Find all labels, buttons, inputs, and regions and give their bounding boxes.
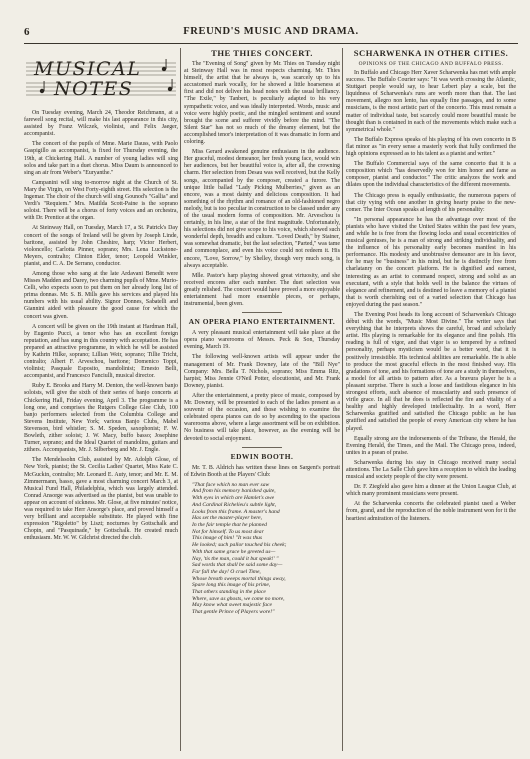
poem-line: Spare long this image of his prime, — [192, 582, 271, 589]
news-paragraph: Among those who sang at the late Ardavani Benedit were Misses Madden and Darey, two charming pupils of Mme. Murio-Celli, who expects soon to put them on her already long list of prima donnas. Mr. S. B. Mills gave his services and played his numbers with his usual ability. Signor Donnes, Sabatelli and Giannini aided with pleasure the good cause for which the concert was given. — [24, 270, 178, 320]
news-paragraph: Mlle. Pastor's harp playing showed great virtuosity, and she received encores after each number. The duet selection was greatly relished. The concert would have proved a more enjoyable entertainment had more ensemble pieces, or perhaps, instrumental, been given. — [184, 272, 340, 308]
news-paragraph: The concert of the pupils of Mme. Marie Dauss, with Paolo Gaspigillo as accompanist, is fixed for Thursday evening, the 19th, at Chickering Hall. A number of young ladies will sing solos and take part in a duet chorus. Miss Daum is announced to sing an air from Weber's "Euryanthe." — [24, 141, 178, 176]
news-paragraph: After the entertainment, a pretty piece of music, composed by Mr. Downey, will be presented to each of the ladies present as a souvenir of the occasion, and those wishing to examine the celebrated opera pianos can do so by ascending to the spacious warerooms above, where a large assortment will be on exhibition. No business will take place, however, as the evening will be devoted to social enjoyment. — [184, 392, 340, 442]
poem-line: Whose breath sweeps mortal things away, — [192, 575, 286, 582]
thies-concert-body — [184, 61, 340, 308]
musical-notes-body — [24, 110, 178, 542]
column-divider — [180, 48, 181, 751]
news-paragraph: Campanini will sing to-morrow night at the Church of St. Mary the Virgin, on West Forty-eighth street. His selection is the Ingemar. The choir of the church will sing Gounod's "Gallia" and Verdi's "Requiem." Mrs. Matilda Scott-Paine is the soprano soloist. There will be a chorus of forty voices and an orchestra, with Dr. Prentice at the organ. — [24, 179, 178, 222]
musical-notes-logo — [24, 54, 178, 104]
news-paragraph: A very pleasant musical entertainment will take place at the opera piano warerooms of Messrs. Peck & Son, Thursday evening, March 19. — [184, 330, 340, 351]
news-paragraph: The Chicago press is equally enthusiastic, the numerous papers of that city vying with one another in giving hearty praise to the new-comer. The Inter Ocean speaks at length of his personality: — [346, 192, 516, 213]
news-paragraph: Scharwenka during his stay in Chicago received many social attentions. The La Salle Club gave him a reception to which the leading musical and society people of the city were present. — [346, 459, 516, 481]
news-paragraph: Dr. F. Ziegfeld also gave him a dinner at the Union League Club, at which many prominent musicians were present. — [346, 484, 516, 498]
thies-concert-heading: THE THIES CONCERT. — [211, 48, 313, 58]
poem-line: And Cardinal Richelieu's subtle light, — [192, 501, 277, 508]
news-paragraph: A concert will be given on the 19th instant at Hardman Hall, by Eugenio Pucci, a tenor who has an excellent foreign reputation, and has sung in this country with acceptation. He has prepared an attractive programme, in which he will be assisted by Kathrin Hilke, soprano; Lillian Weir, soprano; Tillie Tricht, contralto; Albert F. Arveschou, baritone; Domenico Toppi, violinist; Pasquale Esposito, mandolinist; Ernesto Belli, accompanist, and Francesco Fanciulli, musical director. — [24, 323, 178, 380]
news-paragraph: At Steinway Hall, on Tuesday, March 17, a St. Patrick's Day concert of the songs of Ireland will be given by Joseph Linde, baritone, assisted by John Cheshire, harp; Victor Herbert, violoncello; Carlotta Pinner, soprano; Mrs. Lena Luckstone-Meyers, contralto; Clinton Elder, tenor; Leopold Winkler, pianist, and C. A. De Serrano, conductor. — [24, 225, 178, 267]
edwin-booth-poem — [192, 482, 340, 616]
poem-line: In the fair temple that he planned — [192, 522, 267, 528]
news-paragraph: At the Scharwenka concerts the celebrated pianist used a Weber from, grand, and the reproduction of the noble instrument won for it the heartiest admiration of the listeners. — [346, 501, 516, 522]
opera-piano-heading: AN OPERA PIANO ENTERTAINMENT. — [188, 317, 336, 327]
column-musical-notes — [24, 48, 178, 751]
poem-line: Looks from this frame. A master's hand — [192, 508, 280, 515]
opera-piano-body — [184, 330, 340, 442]
poem-line: This image of him! "It was thus — [192, 535, 263, 542]
news-paragraph: Miss Gerard awakened genuine enthusiasm in the audience. Her graceful, modest demeanor, her fresh young face, would win her audiences, but her beautiful voice is, after all, the crowning charm. Her selection from Desau was well received, but the Kelly songs, accompanied by the composer, created a furore. The unique little ballad "Lady Picking Mulberries," given as an encore, was a most dainty and delicious composition. It had something of the rhythm and romance of an old-fashioned negro melody, but is too peculiar in construction to be classed under any of the usual modern forms of composition. Mr. Arveschou is certainly, in his line, a star of the first magnitude. Unfortunately, his selections did not give scope to his voice, which showed such wonderful depth, breadth and culture. "Loved Death," by Stainer, was somewhat dramatic, but the last selection, "Parted," was tame and commonplace, and even his voice could not redeem it. His encore, "Love, Sorrow," by Shelley, though very much song, is always acceptable. — [184, 149, 340, 269]
logo-word-musical: MUSICAL — [34, 58, 142, 80]
news-paragraph: The "Evening of Song" given by Mr. Thies on Tuesday night at Steinway Hall was in most respects charming. Mr. Thies himself, the artist that he always is, was scarcely up to his accustomed mark vocally, for he showed a little hoarseness at first and did not deliver his head notes with the usual brilliancy. "The Exile," by Tanbert, is peculiarly adapted to his very sympathetic voice, and was ideally interpreted. Words, music and voice were highly poetic, and the mingled sentiment and sound brought the scene and sufferer vividly before the mind. "The Silent Star" has not so much of the dreamy element, but the accomplished tenor's interpretation of it was dramatic in form and coloring. — [184, 61, 340, 146]
news-paragraph: On Tuesday evening, March 24, Theodor Reichmann, at a farewell song recital, will make his last appearance in this city, assisted by Franz Wilczek, violinist, and Felix Jaeger, accompanist. — [24, 110, 178, 138]
page-header — [24, 26, 518, 40]
news-paragraph: The following well-known artists will appear under the management of Mr. Frank Downey, late of the "Bill Nye" Company: Mrs. Bella T. Nichols, soprano; Miss Emma Ritz, harpist; Miss Jennie O'Neil Potter, elocutionist, and Mr. Frank Downey, pianist. — [184, 354, 340, 389]
news-paragraph: The Buffalo Express speaks of his playing of his own concerto in B flat minor as "in every sense a masterly work that fully confirmed the high opinions expressed as to his talent as a pianist and writer." — [346, 136, 516, 158]
masthead-title: FREUND'S MUSIC AND DRAMA. — [183, 26, 359, 37]
section-divider — [242, 447, 282, 448]
edwin-booth-heading: EDWIN BOOTH. — [230, 451, 294, 461]
poem-line: Far fall the day! O cruel Time, — [192, 568, 261, 575]
scharwenka-body — [346, 70, 516, 523]
poem-line: "That face which no man ever saw — [192, 481, 270, 488]
news-paragraph: Ruby E. Brooks and Harry M. Denton, the well-known banjo soloists, will give the sixth of their series of banjo concerts at Chickering Hall, Friday evening, April 3. The programme is a long one, and comprises the Rutgers College Glee Club, 100 banjo performers selected from the Columbia College and Stevens Institute, New York; various Banjo Clubs, Mabel Stevenson, bird whistler; S. M. Speden, saxophonist; F. W. Bowleth, zither soloist; J. W. Macy, buffo basso; Josephine Turner, soprano; and the Ideal Quartet of mandolins, guitars and zithers. Accompanists, Mr. J. Silberberg and Mr. J. Engle. — [24, 383, 178, 454]
logo-word-notes: NOTES — [54, 78, 134, 100]
poem-line: That others standing in the place — [192, 589, 266, 596]
column-thies-concert — [184, 48, 340, 751]
poem-line: Has set the master-player here, — [192, 515, 263, 522]
header-rule — [24, 43, 518, 44]
poem-line: Not for himself. To us most dear — [192, 528, 264, 535]
poem-line: With eyes in which are Hamlet's awe — [192, 495, 275, 502]
news-paragraph: "In personal appearance he has the advantage over most of the pianists who have visited the United States within the past few years, and while he is free from the flowing locks and usual eccentricities of musical geniuses, he is a man of strong and striking individuality, and the influence of his personality early becomes manifest in his performance. His modesty and unobtrusive demeanor are in his favor, for he may be "business" in his mind, but he is distinctly free from charlatanry on the concert platform. He is dignified and earnest, interesting as an artist to command respect, strong and solid as an executant, with a style that holds well in the balance the virtues of elegance and refinement, and is destined to leave a memory of a pianist that is worth cherishing out of a varied selection that Chicago has enjoyed during the past season." — [346, 216, 516, 308]
poem-line: Nay, 'tis the man, could it but speak!' " — [192, 555, 279, 562]
poem-line: And from his memory banished quite, — [192, 488, 276, 495]
news-paragraph: In Buffalo and Chicago Herr Xaver Scharwenka has met with ample success. The Buffalo Courier says: "It was worth crossing the Atlantic, Stuttgart people would say, to hear Lebert play a scale, but the liquidness of Scharwenka's runs are worth more than that. The last movement, allegro non lento, has equally fine passages, and to some musicians, is the most artistic part of the concerto. This must remain a matter of individual taste, but scarcely could more beautiful music be thought than is contained in each of the movements which make such a symmetrical whole." — [346, 70, 516, 133]
scharwenka-subhead: OPINIONS OF THE CHICAGO AND BUFFALO PRESS. — [358, 61, 504, 67]
news-paragraph: The Mendelssohn Club, assisted by Mr. Adolph Glose, of New York, pianist; the St. Cecilia Ladies' Quartet, Miss Kate C. McGuckin, contralto; Mr. Leonard E. Auty, tenor; and Mr. E. M. Zimmermann, basso, gave a most charming concert March 3, at Musical Fund Hall, Philadelphia, which was largely attended. Conrad Ansorge was advertised as the pianist, but was unable to appear on account of sickness. Mr. Glose, at five minutes' notice, was required to take Herr Ansorge's place, and proved himself a very brilliant and acceptable substitute. He played with fine expression "Rigoletto" by Liszt; nocturnes by Gottschalk and Chopin, and "Pasquinade," by Gottschalk. He created much enthusiasm. Mr. W. W. Gilchrist directed the club. — [24, 457, 178, 542]
poem-line: May know what sweet majestic face — [192, 602, 273, 609]
poem-line: Where, save as ghosts, we come no more, — [192, 595, 285, 602]
section-divider — [242, 312, 282, 313]
news-paragraph: Equally strong are the indorsements of the Tribune, the Herald, the Evening Herald, the Times, and the Mail. The Chicago press, indeed, unites in a psean of praise. — [346, 435, 516, 456]
column-divider — [342, 48, 343, 751]
edwin-booth-intro: Mr. T. B. Aldrich has written these lines on Sargent's portrait of Edwin Booth at the Players' Club: — [184, 464, 340, 478]
poem-line: That gentle Prince of Players wore!" — [192, 609, 275, 616]
news-paragraph: The Buffalo Commercial says of the same concerto that it is a composition which "has deservedly won for him honor and fame as composer, pianist and conductor." The critic analyzes the work and dilates upon the individual characteristics of the different movements. — [346, 161, 516, 189]
column-scharwenka — [346, 48, 516, 751]
poem-line: Sad words that shall be said some day— — [192, 562, 283, 569]
scharwenka-heading: SCHARWENKA IN OTHER CITIES. — [353, 48, 509, 58]
poem-line: With that same grace he greeted us— — [192, 548, 276, 555]
poem-line: He looked; such pallor touched his cheek; — [192, 542, 287, 549]
page-number: 6 — [24, 26, 30, 38]
news-paragraph: The Evening Post heads its long account of Scharwenka's Chicago début with the words, "Music Most Divine." The writer says that everything that he interprets shows the careful, broad and scholarly artist. His playing is remarkable for its elegance and fine polish. His reading is full of vigor, and that vigor is so tempered by a refined personality, perhaps mysticism would be a better word, that it is positively irresistible. His technical abilities are remarkable. He is able to produce the most graceful effects in the most finished way. His gradations of tone, and his formations of tone are a study in themselves, a model for all artists to pattern after. As a bravura player he is a pleasant surprise. There is such a loose and fastidious elegance in his strongest efforts, such absence of muscularity and such presence of virile grace. In all that he does is reflected the fire and vitality of a healthy and highly developed intellectuality. In a word, Herr Scharwenka gratified and satisfied the Chicago public as he has gratified and satisfied the people of every American city where he has played. — [346, 312, 516, 432]
